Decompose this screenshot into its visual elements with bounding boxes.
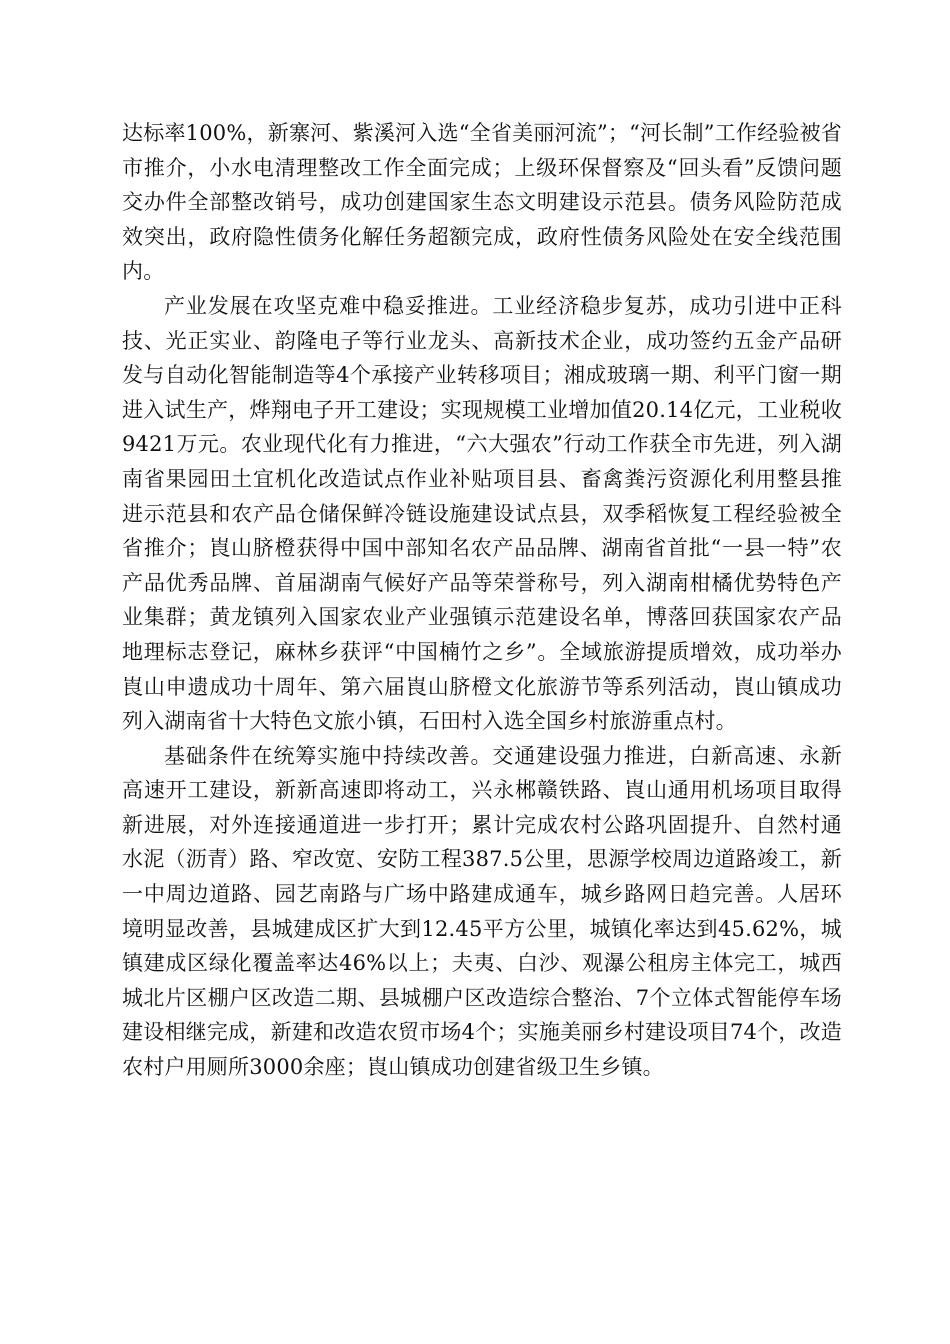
paragraph-infrastructure: 基础条件在统筹实施中持续改善。交通建设强力推进，白新高速、永新高速开工建设，新新高速即将动工，兴永郴赣铁路、崀山通用机场项目取得新进展，对外连接通道进一步打开；累计完成农村公路巩固提升、自然村通水泥（沥青）路、窄改宽、安防工程387.5公里，思源学校周边道路竣工，新一中周边道路、园艺南路与广场中路建成通车，城乡路网日趋完善。人居环境明显改善，县城建成区扩大到12.45平方公里，城镇化率达到45.62%，城镇建成区绿化覆盖率达46%以上；夫夷、白沙、观瀑公租房主体完工，城西城北片区棚户区改造二期、县城棚户区改造综合整治、7个立体式智能停车场建设相继完成，新建和改造农贸市场4个；实施美丽乡村建设项目74个，改造农村户用厕所3000余座；崀山镇成功创建省级卫生乡镇。 — [122, 743, 842, 1080]
body-text — [122, 116, 842, 1085]
paragraph-continuation: 达标率100%，新寨河、紫溪河入选“全省美丽河流”；“河长制”工作经验被省市推介，小水电清理整改工作全面完成；上级环保督察及“回头看”反馈问题交办件全部整改销号，成功创建国家生态文明建设示范县。债务风险防范成效突出，政府隐性债务化解任务超额完成，政府性债务风险处在安全线范围内。 — [122, 121, 842, 284]
paragraph-industry-development: 产业发展在攻坚克难中稳妥推进。工业经济稳步复苏，成功引进中正科技、光正实业、韵隆电子等行业龙头、高新技术企业，成功签约五金产品研发与自动化智能制造等4个承接产业转移项目；湘成玻璃一期、利平门窗一期进入试生产，烨翔电子开工建设；实现规模工业增加值20.14亿元，工业税收9421万元。农业现代化有力推进，“六大强农”行动工作获全市先进，列入湖南省果园田土宜机化改造试点作业补贴项目县、畜禽粪污资源化利用整县推进示范县和农产品仓储保鲜冷链设施建设试点县，双季稻恢复工程经验被全省推介；崀山脐橙获得中国中部知名农产品品牌、湖南省首批“一县一特”农产品优秀品牌、首届湖南气候好产品等荣誉称号，列入湖南柑橘优势特色产业集群；黄龙镇列入国家农业产业强镇示范建设名单，博落回获国家农产品地理标志登记，麻林乡获评“中国楠竹之乡”。全域旅游提质增效，成功举办崀山申遗成功十周年、第六届崀山脐橙文化旅游节等系列活动，崀山镇成功列入湖南省十大特色文旅小镇，石田村入选全国乡村旅游重点村。 — [122, 293, 842, 734]
